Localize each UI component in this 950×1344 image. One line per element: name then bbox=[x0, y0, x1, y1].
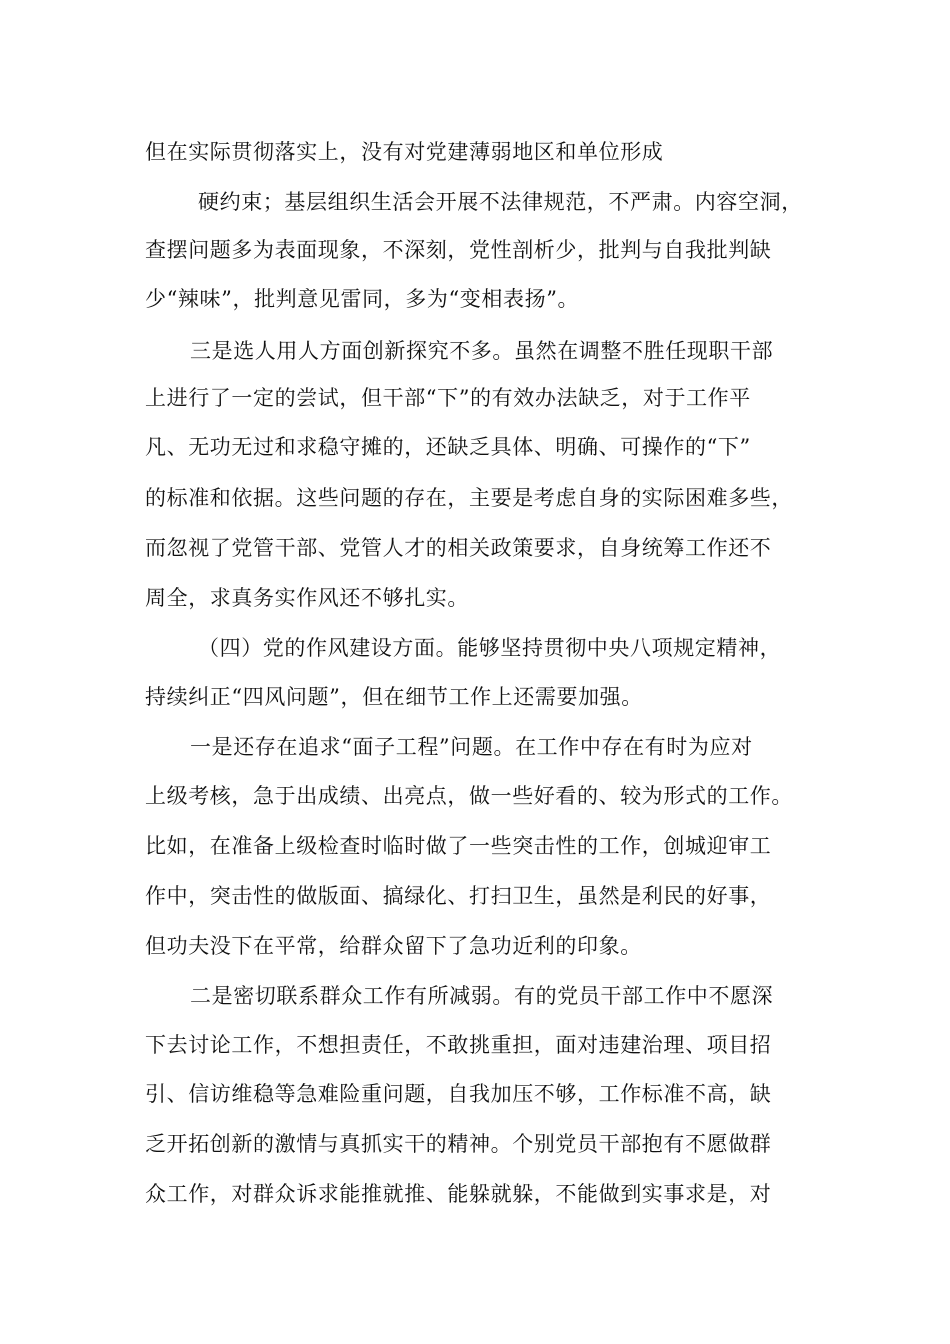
text-line: 但在实际贯彻落实上，没有对党建薄弱地区和单位形成 bbox=[145, 140, 664, 164]
text-line: 上进行了一定的尝试，但干部“下”的有效办法缺乏，对于工作平 bbox=[145, 386, 751, 410]
text-line: 持续纠正“四风问题”，但在细节工作上还需要加强。 bbox=[145, 685, 643, 709]
text-line: 作中，突击性的做版面、搞绿化、打扫卫生，虽然是利民的好事， bbox=[145, 884, 772, 908]
text-line: 二是密切联系群众工作有所减弱。有的党员干部工作中不愿深 bbox=[190, 984, 774, 1008]
text-line: 但功夫没下在平常，给群众留下了急功近利的印象。 bbox=[145, 934, 642, 958]
text-line: 查摆问题多为表面现象，不深刻，党性剖析少，批判与自我批判缺 bbox=[145, 238, 772, 262]
text-line: 乏开拓创新的激情与真抓实干的精神。个别党员干部抱有不愿做群 bbox=[145, 1132, 772, 1156]
text-line: 周全，求真务实作风还不够扎实。 bbox=[145, 586, 469, 610]
text-line: （四）党的作风建设方面。能够坚持贯彻中央八项规定精神， bbox=[198, 636, 782, 660]
text-line: 比如，在准备上级检查时临时做了一些突击性的工作，创城迎审工 bbox=[145, 834, 772, 858]
text-line: 下去讨论工作，不想担责任，不敢挑重担，面对违建治理、项目招 bbox=[145, 1033, 772, 1057]
text-line: 凡、无功无过和求稳守摊的，还缺乏具体、明确、可操作的“下” bbox=[145, 435, 751, 459]
text-line: 上级考核，急于出成绩、出亮点，做一些好看的、较为形式的工作。 bbox=[145, 784, 793, 808]
text-line: 众工作，对群众诉求能推就推、能躲就躲，不能做到实事求是，对 bbox=[145, 1182, 772, 1206]
text-line: 一是还存在追求“面子工程”问题。在工作中存在有时为应对 bbox=[190, 735, 753, 759]
text-line: 而忽视了党管干部、党管人才的相关政策要求，自身统筹工作还不 bbox=[145, 536, 772, 560]
text-line: 少“辣味”，批判意见雷同，多为“变相表扬”。 bbox=[145, 287, 580, 311]
text-line: 三是选人用人方面创新探究不多。虽然在调整不胜任现职干部 bbox=[190, 339, 774, 363]
text-line: 引、信访维稳等急难险重问题，自我加压不够，工作标准不高，缺 bbox=[145, 1082, 772, 1106]
text-line: 的标准和依据。这些问题的存在，主要是考虑自身的实际困难多些， bbox=[145, 486, 793, 510]
text-line: 硬约束；基层组织生活会开展不法律规范，不严肃。内容空洞， bbox=[198, 190, 803, 214]
